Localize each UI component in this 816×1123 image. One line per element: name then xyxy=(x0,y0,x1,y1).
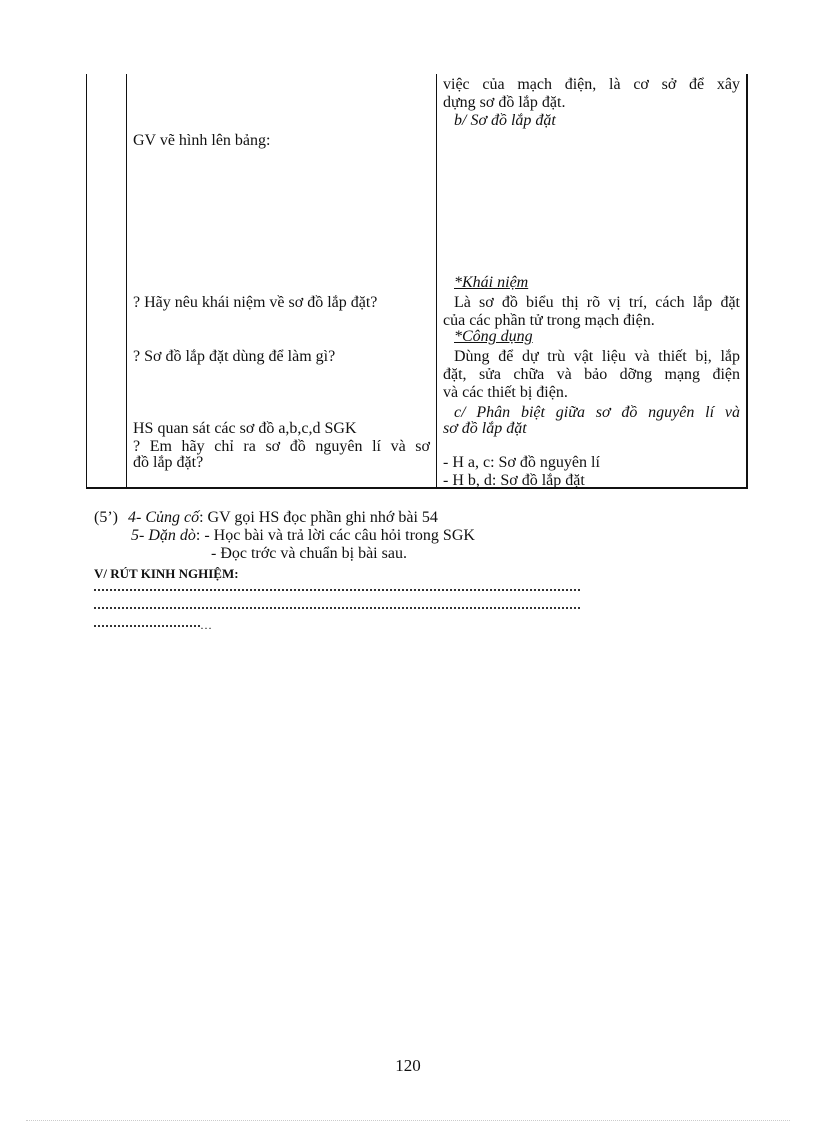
page-bottom-rule xyxy=(26,1120,790,1121)
blank-line-end: … xyxy=(200,618,212,632)
blank-line xyxy=(94,589,580,593)
teacher-question: đồ lắp đặt? xyxy=(133,454,204,471)
teacher-question: ? Em hãy chỉ ra sơ đồ nguyên lí và sơ xyxy=(133,438,430,455)
homework-text: : - Học bài và trả lời các câu hỏi trong SGK xyxy=(195,527,475,544)
table-column-divider xyxy=(436,74,437,488)
teacher-question: ? Hãy nêu khái niệm về sơ đồ lắp đặt? xyxy=(133,294,378,311)
homework-line xyxy=(131,527,475,545)
content-line: - H b, d: Sơ đồ lắp đặt xyxy=(443,472,585,489)
section-heading: b/ Sơ đồ lắp đặt xyxy=(454,112,556,129)
review-text: : GV gọi HS đọc phần ghi nhớ bài 54 xyxy=(199,509,438,526)
subheading: *Khái niệm xyxy=(454,274,529,291)
blank-line xyxy=(94,607,580,611)
section-title: V/ RÚT KINH NGHIỆM: xyxy=(94,566,239,581)
content-line: Là sơ đồ biểu thị rõ vị trí, cách lắp đặt xyxy=(454,294,740,311)
student-activity: HS quan sát các sơ đồ a,b,c,d SGK xyxy=(133,420,357,437)
teacher-activity: GV vẽ hình lên bảng: xyxy=(133,132,271,149)
content-line: của các phần tử trong mạch điện. xyxy=(443,312,655,329)
section-heading: c/ Phân biệt giữa sơ đồ nguyên lí và xyxy=(454,404,740,421)
subheading: *Công dụng xyxy=(454,328,533,345)
section-heading: sơ đồ lắp đặt xyxy=(443,420,527,437)
homework-label: 5- Dặn dò xyxy=(131,527,196,544)
content-line: - H a, c: Sơ đồ nguyên lí xyxy=(443,454,600,471)
table-border-left xyxy=(86,74,87,488)
homework-line-2: - Đọc trớc và chuẩn bị bài sau. xyxy=(211,545,407,562)
content-line: việc của mạch điện, là cơ sở để xây xyxy=(443,76,740,93)
content-line: dựng sơ đồ lắp đặt. xyxy=(443,94,566,111)
content-line: đặt, sửa chữa và bảo dỡng mạng điện xyxy=(443,366,740,383)
content-line: Dùng để dự trù vật liệu và thiết bị, lắp xyxy=(454,348,740,365)
blank-line xyxy=(94,625,200,629)
review-line xyxy=(94,509,438,527)
page-number: 120 xyxy=(395,1056,421,1075)
content-line: và các thiết bị điện. xyxy=(443,384,568,401)
teacher-question: ? Sơ đồ lắp đặt dùng để làm gì? xyxy=(133,348,336,365)
lesson-table xyxy=(86,74,748,488)
review-label: 4- Củng cố xyxy=(127,509,200,526)
table-column-divider xyxy=(126,74,127,488)
review-time: (5’) xyxy=(94,509,118,526)
